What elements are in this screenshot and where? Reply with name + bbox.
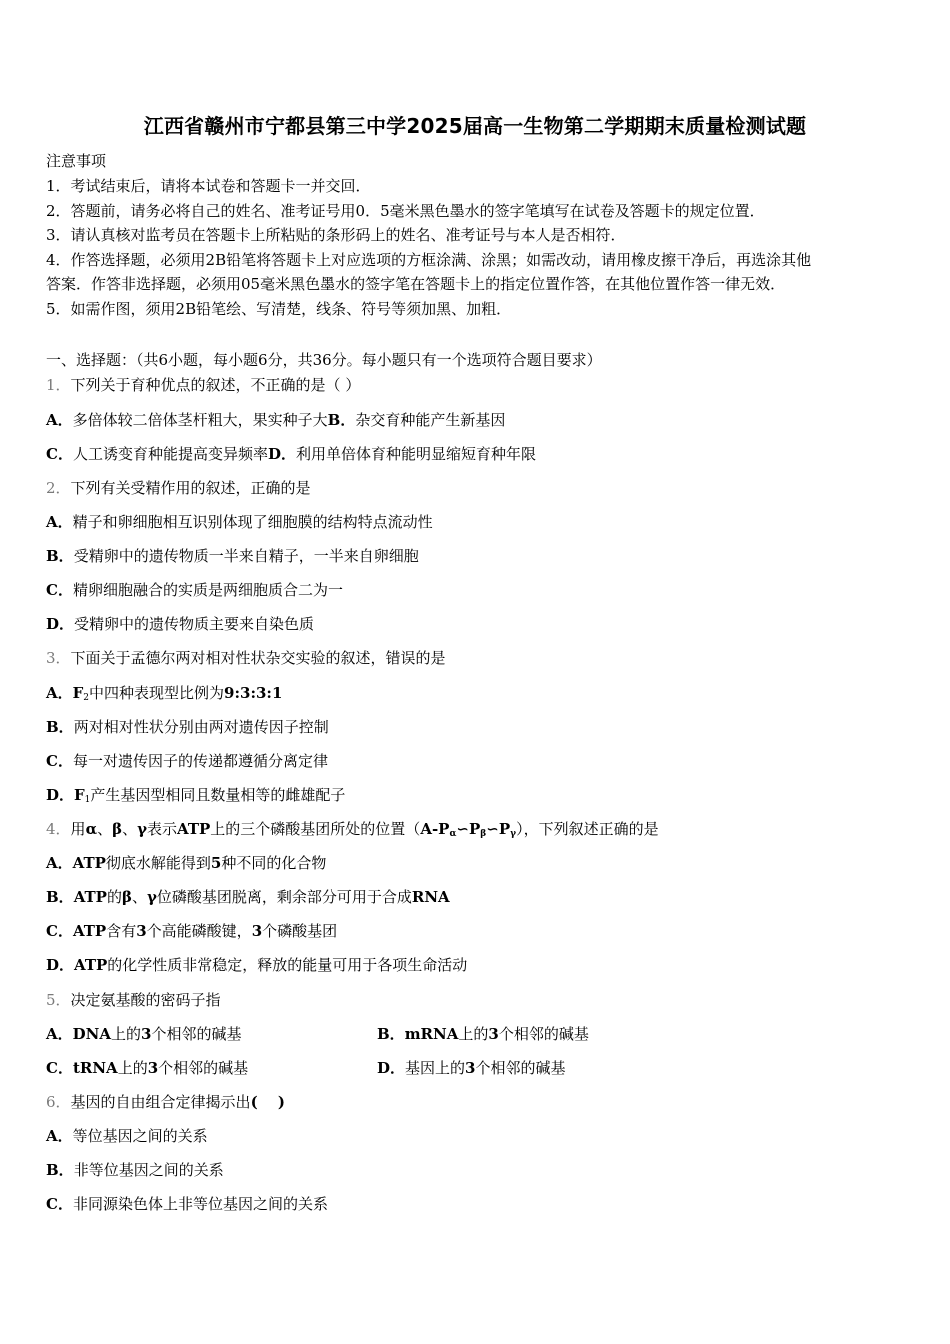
- option-letter[interactable]: C．: [46, 752, 73, 770]
- option-text: 受精卵中的遗传物质一半来自精子，一半来自卵细胞: [73, 547, 419, 565]
- number: 3: [147, 1059, 159, 1077]
- question-number: 6．: [46, 1093, 71, 1111]
- option-text: 精子和卵细胞相互识别体现了细胞膜的结构特点流动性: [72, 513, 433, 531]
- option-text: 位磷酸基团脱离，剩余部分可用于合成: [156, 888, 412, 906]
- question-text: 决定氨基酸的密码子指: [70, 991, 221, 1009]
- option-text: 个相邻的碱基: [151, 1025, 242, 1043]
- formula-part: A-P: [420, 820, 450, 838]
- option-text: 每一对遗传因子的传递都遵循分离定律: [72, 752, 328, 770]
- molecule-term: mRNA: [404, 1025, 459, 1043]
- notice-item: 1．考试结束后，请将本试卷和答题卡一并交回．: [46, 177, 371, 195]
- formula-part: ∽P: [486, 820, 511, 838]
- notice-item: 2．答题前，请务必将自己的姓名、准考证号用0．5毫米黑色墨水的签字笔填写在试卷及答题卡的规定位置．: [46, 201, 765, 220]
- option-text: 彻底水解能得到: [105, 854, 211, 872]
- greek-alpha: α: [85, 820, 98, 838]
- option-text: 利用单倍体育种能明显缩短育种年限: [295, 445, 536, 463]
- notice-heading: 注意事项: [46, 152, 107, 170]
- atp-term: ATP: [74, 956, 108, 974]
- option-text: 个相邻的碱基: [158, 1059, 249, 1077]
- option-text: 上的: [458, 1025, 489, 1043]
- option-row: [46, 613, 314, 635]
- option-letter[interactable]: A．: [46, 411, 73, 429]
- formula-subscript: α: [449, 829, 457, 839]
- question-stem: [46, 1091, 285, 1113]
- question-text: 下列关于育种优点的叙述，不正确的是（ ）: [70, 376, 361, 394]
- f-symbol: F: [72, 684, 84, 702]
- answer-blank: ( ): [250, 1093, 285, 1111]
- option-text: 上的: [117, 1059, 148, 1077]
- option-text: 个相邻的碱基: [498, 1025, 589, 1043]
- option-text: 上的: [111, 1025, 142, 1043]
- option-row: [46, 1193, 328, 1215]
- option-text: 中四种表现型比例为: [89, 684, 225, 702]
- option-text: 个磷酸基团: [262, 922, 338, 940]
- option-letter[interactable]: B．: [46, 718, 74, 736]
- question-number: 1．: [46, 376, 71, 394]
- number: 3: [465, 1059, 476, 1077]
- option-letter[interactable]: C．: [46, 922, 73, 940]
- option-row: [46, 579, 343, 601]
- option-row: [46, 750, 328, 772]
- notice-item: 5．如需作图，须用2B铅笔绘、写清楚，线条、符号等须加黑、加粗．: [46, 299, 512, 318]
- option-text: 非等位基因之间的关系: [73, 1161, 224, 1179]
- option-row: [46, 1159, 224, 1181]
- option-text: 等位基因之间的关系: [72, 1127, 208, 1145]
- greek-beta: β: [112, 820, 123, 838]
- atp-term: ATP: [72, 854, 106, 872]
- separator: 、: [97, 820, 113, 838]
- separator: 、: [131, 888, 147, 906]
- f-subscript: 1: [84, 795, 91, 805]
- atp-formula: [420, 820, 516, 838]
- option-row: [46, 545, 419, 567]
- option-letter[interactable]: A．: [46, 854, 73, 872]
- greek-beta: β: [121, 888, 132, 906]
- option-letter[interactable]: C．: [46, 1059, 73, 1077]
- option-letter[interactable]: D．: [46, 786, 75, 804]
- formula-part: ∽P: [456, 820, 481, 838]
- option-row: [46, 954, 467, 976]
- option-text: 产生基因型相同且数量相等的雌雄配子: [90, 786, 346, 804]
- option-row: [46, 511, 433, 533]
- question-stem: [46, 647, 446, 669]
- option-row: [46, 852, 326, 874]
- number: 3: [251, 922, 263, 940]
- question-text: 基因的自由组合定律揭示出: [70, 1093, 251, 1111]
- question-text: ），下列叙述正确的是: [516, 820, 659, 838]
- option-text: 个相邻的碱基: [475, 1059, 566, 1077]
- option-text: 种不同的化合物: [221, 854, 327, 872]
- option-letter[interactable]: C．: [46, 581, 73, 599]
- notice-list: [46, 174, 904, 321]
- option-row: [46, 1125, 208, 1147]
- option-letter[interactable]: B．: [377, 1025, 405, 1043]
- formula-subscript: β: [480, 829, 487, 839]
- option-row-b: [377, 1023, 589, 1045]
- option-row: [46, 682, 282, 704]
- option-letter[interactable]: A．: [46, 1025, 73, 1043]
- question-text: 上的三个磷酸基团所处的位置（: [210, 820, 421, 838]
- section-heading: 一、选择题：（共6小题，每小题6分，共36分。每小题只有一个选项符合题目要求）: [46, 351, 602, 369]
- question-text: 表示: [147, 820, 178, 838]
- option-row-d: [377, 1057, 565, 1079]
- rna-term: RNA: [411, 888, 450, 906]
- option-letter[interactable]: D．: [46, 615, 75, 633]
- option-row: [46, 716, 329, 738]
- atp-term: ATP: [177, 820, 211, 838]
- option-letter[interactable]: B．: [46, 888, 74, 906]
- question-number: 2．: [46, 479, 71, 497]
- f-symbol: F: [74, 786, 85, 804]
- option-letter[interactable]: B．: [46, 1161, 74, 1179]
- option-row: [46, 409, 505, 431]
- option-letter[interactable]: A．: [46, 684, 73, 702]
- option-text: 非同源染色体上非等位基因之间的关系: [72, 1195, 328, 1213]
- option-text: 个高能磷酸键，: [146, 922, 252, 940]
- question-stem: [46, 477, 311, 499]
- question-number: 3．: [46, 649, 71, 667]
- greek-gamma: γ: [137, 820, 148, 838]
- option-letter[interactable]: A．: [46, 513, 73, 531]
- greek-gamma: γ: [146, 888, 157, 906]
- option-row: [46, 443, 536, 465]
- question-number: 4．: [46, 820, 71, 838]
- option-row-a: [46, 1023, 241, 1045]
- option-row: [46, 784, 345, 806]
- question-stem: [46, 989, 221, 1011]
- option-text: 基因上的: [405, 1059, 466, 1077]
- question-text: 下列有关受精作用的叙述，正确的是: [70, 479, 311, 497]
- notice-item: 3．请认真核对监考员在答题卡上所粘贴的条形码上的姓名、准考证号与本人是否相符．: [46, 226, 626, 244]
- molecule-term: DNA: [72, 1025, 111, 1043]
- number: 3: [141, 1025, 152, 1043]
- ratio-value: 9:3:3:1: [224, 684, 283, 702]
- option-row: [46, 886, 450, 908]
- option-letter[interactable]: C．: [46, 445, 73, 463]
- page-title: 江西省赣州市宁都县第三中学2025届高一生物第二学期期末质量检测试题: [143, 114, 807, 138]
- question-stem: [46, 374, 360, 396]
- number: 3: [488, 1025, 499, 1043]
- option-letter[interactable]: D．: [46, 956, 75, 974]
- atp-term: ATP: [72, 922, 107, 940]
- option-letter[interactable]: A．: [46, 1127, 73, 1145]
- option-letter[interactable]: B．: [327, 411, 356, 429]
- number: 3: [136, 922, 147, 940]
- option-text: 含有: [106, 922, 137, 940]
- question-stem: [46, 818, 659, 840]
- option-letter[interactable]: D．: [377, 1059, 406, 1077]
- option-text: 的: [106, 888, 122, 906]
- option-text: 杂交育种能产生新基因: [355, 411, 506, 429]
- notice-item: 4．作答选择题，必须用2B铅笔将答题卡上对应选项的方框涂满、涂黑；如需改动，请用橡皮擦干净后，再选涂其他: [46, 250, 812, 269]
- option-text: 的化学性质非常稳定，释放的能量可用于各项生命活动: [107, 956, 468, 974]
- notice-item: 答案．作答非选择题，必须用05毫米黑色墨水的签字笔在答题卡上的指定位置作答，在其他位置作答一律无效．: [46, 275, 786, 293]
- question-number: 5．: [46, 991, 71, 1009]
- atp-term: ATP: [73, 888, 107, 906]
- molecule-term: tRNA: [72, 1059, 118, 1077]
- f-subscript: 2: [83, 693, 90, 703]
- number: 5: [210, 854, 222, 872]
- option-letter[interactable]: B．: [46, 547, 74, 565]
- option-text: 人工诱变育种能提高变异频率: [72, 445, 268, 463]
- formula-subscript: γ: [510, 829, 517, 839]
- separator: 、: [122, 820, 138, 838]
- option-letter[interactable]: C．: [46, 1195, 73, 1213]
- option-row-c: [46, 1057, 248, 1079]
- option-letter[interactable]: D．: [267, 445, 296, 463]
- option-row: [46, 920, 337, 942]
- question-text: 用: [70, 820, 86, 838]
- question-text: 下面关于孟德尔两对相对性状杂交实验的叙述，错误的是: [70, 649, 446, 667]
- option-text: 多倍体较二倍体茎杆粗大，果实种子大: [72, 411, 328, 429]
- option-text: 精卵细胞融合的实质是两细胞质合二为一: [72, 581, 343, 599]
- option-text: 两对相对性状分别由两对遗传因子控制: [73, 718, 329, 736]
- option-text: 受精卵中的遗传物质主要来自染色质: [74, 615, 315, 633]
